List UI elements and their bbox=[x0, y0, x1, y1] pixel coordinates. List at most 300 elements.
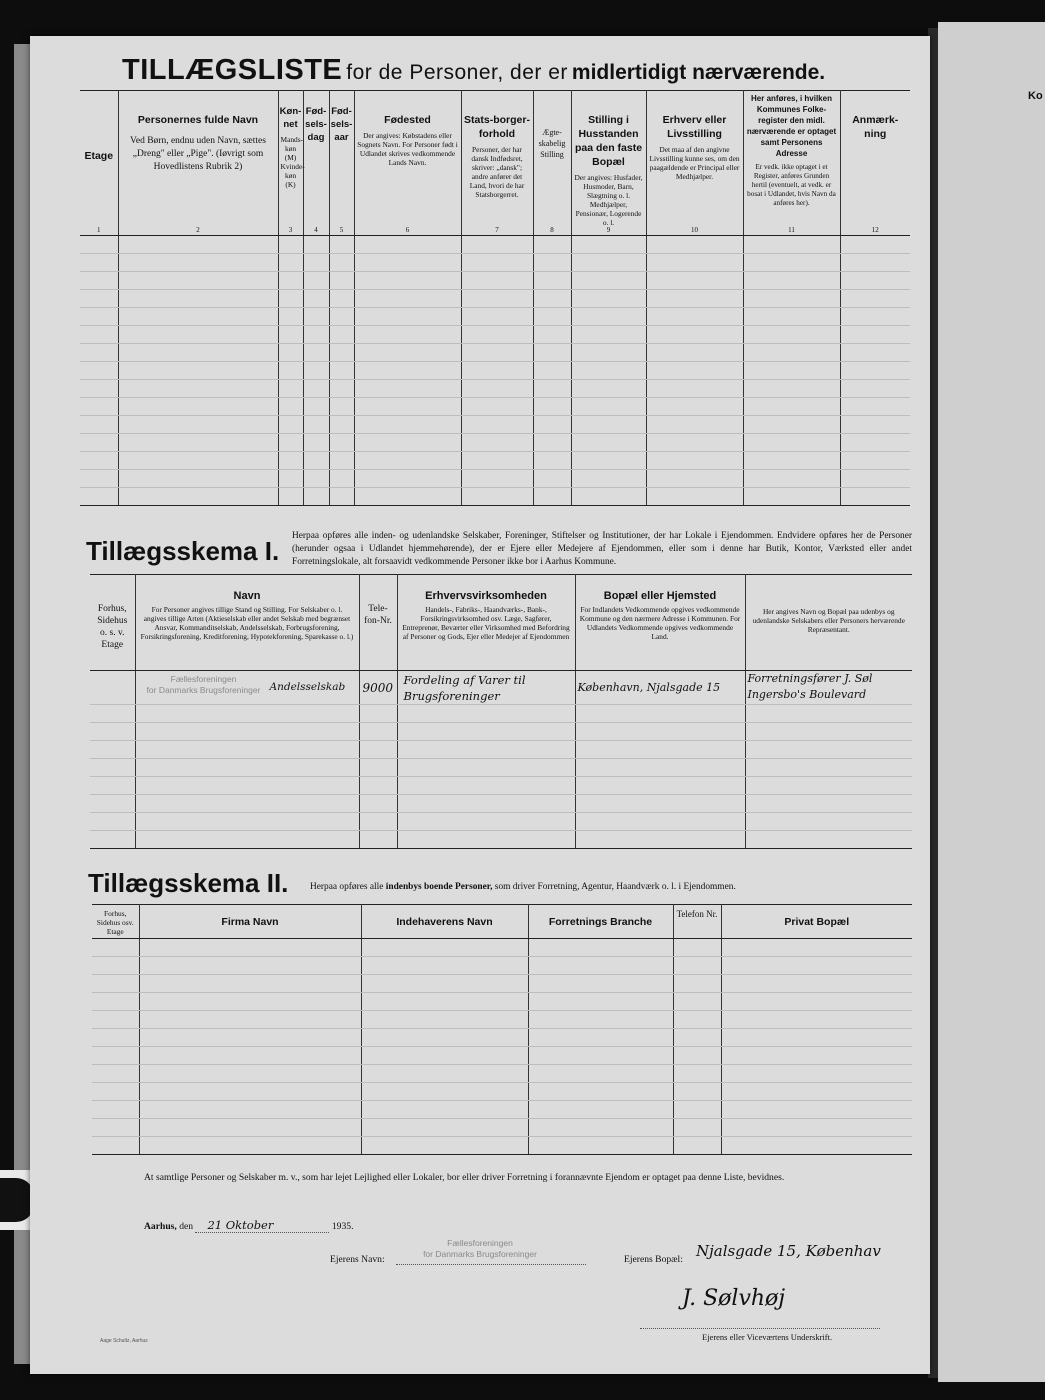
liste-cell[interactable] bbox=[329, 362, 354, 380]
liste-cell[interactable] bbox=[80, 326, 118, 344]
liste-cell[interactable] bbox=[646, 416, 743, 434]
liste-cell[interactable] bbox=[743, 272, 840, 290]
liste-cell[interactable] bbox=[571, 416, 646, 434]
skema2-cell[interactable] bbox=[673, 1029, 721, 1047]
liste-cell[interactable] bbox=[743, 326, 840, 344]
liste-cell[interactable] bbox=[840, 380, 910, 398]
liste-cell[interactable] bbox=[329, 452, 354, 470]
liste-cell[interactable] bbox=[329, 488, 354, 506]
liste-cell[interactable] bbox=[533, 470, 571, 488]
skema1-cell[interactable] bbox=[397, 723, 575, 741]
skema1-cell[interactable] bbox=[359, 831, 397, 849]
liste-cell[interactable] bbox=[329, 434, 354, 452]
liste-cell[interactable] bbox=[303, 290, 329, 308]
liste-cell[interactable] bbox=[303, 272, 329, 290]
liste-cell[interactable] bbox=[646, 488, 743, 506]
liste-cell[interactable] bbox=[646, 326, 743, 344]
skema2-cell[interactable] bbox=[92, 1083, 139, 1101]
liste-cell[interactable] bbox=[840, 326, 910, 344]
liste-cell[interactable] bbox=[80, 308, 118, 326]
liste-cell[interactable] bbox=[118, 290, 278, 308]
liste-cell[interactable] bbox=[743, 398, 840, 416]
skema1-cell[interactable] bbox=[575, 795, 745, 813]
liste-cell[interactable] bbox=[646, 290, 743, 308]
skema1-cell[interactable] bbox=[397, 777, 575, 795]
liste-cell[interactable] bbox=[646, 254, 743, 272]
skema1-cell[interactable] bbox=[575, 759, 745, 777]
liste-cell[interactable] bbox=[354, 362, 461, 380]
skema2-cell[interactable] bbox=[528, 1029, 673, 1047]
liste-cell[interactable] bbox=[118, 488, 278, 506]
skema2-cell[interactable] bbox=[139, 1065, 361, 1083]
skema1-cell[interactable] bbox=[397, 741, 575, 759]
liste-cell[interactable] bbox=[743, 236, 840, 254]
liste-cell[interactable] bbox=[461, 254, 533, 272]
liste-cell[interactable] bbox=[80, 236, 118, 254]
liste-cell[interactable] bbox=[533, 344, 571, 362]
liste-cell[interactable] bbox=[461, 236, 533, 254]
liste-cell[interactable] bbox=[743, 308, 840, 326]
skema1-cell[interactable] bbox=[135, 705, 359, 723]
skema2-cell[interactable] bbox=[361, 1119, 528, 1137]
liste-cell[interactable] bbox=[571, 290, 646, 308]
liste-cell[interactable] bbox=[80, 254, 118, 272]
skema1-cell[interactable] bbox=[745, 831, 912, 849]
liste-cell[interactable] bbox=[303, 488, 329, 506]
liste-cell[interactable] bbox=[303, 398, 329, 416]
skema1-cell[interactable] bbox=[397, 705, 575, 723]
liste-cell[interactable] bbox=[840, 434, 910, 452]
skema1-cell[interactable] bbox=[90, 723, 135, 741]
skema2-cell[interactable] bbox=[361, 975, 528, 993]
liste-cell[interactable] bbox=[840, 362, 910, 380]
skema1-cell[interactable] bbox=[745, 777, 912, 795]
skema1-cell[interactable] bbox=[745, 705, 912, 723]
skema1-cell[interactable] bbox=[359, 741, 397, 759]
liste-cell[interactable] bbox=[278, 362, 303, 380]
skema1-cell[interactable] bbox=[575, 741, 745, 759]
liste-cell[interactable] bbox=[354, 488, 461, 506]
liste-cell[interactable] bbox=[329, 326, 354, 344]
liste-cell[interactable] bbox=[533, 308, 571, 326]
skema2-cell[interactable] bbox=[673, 1119, 721, 1137]
skema1-cell[interactable] bbox=[135, 831, 359, 849]
skema2-cell[interactable] bbox=[139, 1101, 361, 1119]
skema1-cell[interactable] bbox=[359, 777, 397, 795]
liste-cell[interactable] bbox=[278, 452, 303, 470]
liste-cell[interactable] bbox=[840, 398, 910, 416]
liste-cell[interactable] bbox=[118, 380, 278, 398]
skema1-cell[interactable] bbox=[359, 759, 397, 777]
liste-cell[interactable] bbox=[461, 362, 533, 380]
liste-cell[interactable] bbox=[329, 254, 354, 272]
skema2-cell[interactable] bbox=[528, 1047, 673, 1065]
liste-cell[interactable] bbox=[646, 380, 743, 398]
skema1-cell[interactable] bbox=[359, 795, 397, 813]
liste-cell[interactable] bbox=[840, 470, 910, 488]
liste-cell[interactable] bbox=[278, 380, 303, 398]
liste-cell[interactable] bbox=[533, 290, 571, 308]
liste-cell[interactable] bbox=[118, 254, 278, 272]
liste-cell[interactable] bbox=[354, 308, 461, 326]
liste-cell[interactable] bbox=[646, 470, 743, 488]
skema1-cell[interactable] bbox=[135, 741, 359, 759]
skema1-cell[interactable] bbox=[359, 723, 397, 741]
liste-cell[interactable] bbox=[571, 236, 646, 254]
liste-cell[interactable] bbox=[533, 236, 571, 254]
skema2-cell[interactable] bbox=[361, 1065, 528, 1083]
skema2-cell[interactable] bbox=[721, 975, 912, 993]
skema2-cell[interactable] bbox=[92, 975, 139, 993]
skema2-cell[interactable] bbox=[139, 1011, 361, 1029]
skema2-cell[interactable] bbox=[721, 1101, 912, 1119]
liste-cell[interactable] bbox=[571, 380, 646, 398]
skema1-cell[interactable] bbox=[575, 813, 745, 831]
liste-cell[interactable] bbox=[571, 452, 646, 470]
liste-cell[interactable] bbox=[533, 452, 571, 470]
liste-cell[interactable] bbox=[646, 362, 743, 380]
liste-cell[interactable] bbox=[533, 398, 571, 416]
skema2-cell[interactable] bbox=[92, 1029, 139, 1047]
liste-cell[interactable] bbox=[80, 434, 118, 452]
liste-cell[interactable] bbox=[461, 272, 533, 290]
liste-cell[interactable] bbox=[118, 362, 278, 380]
liste-cell[interactable] bbox=[303, 344, 329, 362]
skema2-cell[interactable] bbox=[92, 957, 139, 975]
liste-cell[interactable] bbox=[329, 398, 354, 416]
skema2-cell[interactable] bbox=[139, 975, 361, 993]
liste-cell[interactable] bbox=[533, 434, 571, 452]
liste-cell[interactable] bbox=[80, 362, 118, 380]
skema1-cell[interactable] bbox=[397, 795, 575, 813]
liste-cell[interactable] bbox=[303, 308, 329, 326]
skema1-cell[interactable] bbox=[135, 759, 359, 777]
liste-cell[interactable] bbox=[461, 308, 533, 326]
liste-cell[interactable] bbox=[461, 326, 533, 344]
skema1-cell[interactable] bbox=[359, 813, 397, 831]
skema2-cell[interactable] bbox=[139, 1029, 361, 1047]
liste-cell[interactable] bbox=[278, 344, 303, 362]
liste-cell[interactable] bbox=[303, 434, 329, 452]
liste-cell[interactable] bbox=[743, 290, 840, 308]
liste-cell[interactable] bbox=[354, 452, 461, 470]
skema2-cell[interactable] bbox=[673, 1065, 721, 1083]
liste-cell[interactable] bbox=[354, 254, 461, 272]
liste-cell[interactable] bbox=[533, 254, 571, 272]
liste-cell[interactable] bbox=[80, 290, 118, 308]
skema1-cell[interactable] bbox=[745, 813, 912, 831]
skema2-cell[interactable] bbox=[139, 1083, 361, 1101]
skema2-cell[interactable] bbox=[361, 1047, 528, 1065]
skema1-cell[interactable] bbox=[575, 723, 745, 741]
liste-cell[interactable] bbox=[461, 488, 533, 506]
liste-cell[interactable] bbox=[743, 470, 840, 488]
skema1-cell[interactable] bbox=[135, 795, 359, 813]
skema1-cell[interactable] bbox=[135, 813, 359, 831]
skema2-cell[interactable] bbox=[139, 1047, 361, 1065]
liste-cell[interactable] bbox=[461, 470, 533, 488]
skema2-cell[interactable] bbox=[721, 1083, 912, 1101]
skema2-cell[interactable] bbox=[361, 939, 528, 957]
skema2-cell[interactable] bbox=[673, 1011, 721, 1029]
liste-cell[interactable] bbox=[840, 488, 910, 506]
skema2-cell[interactable] bbox=[139, 1119, 361, 1137]
skema2-cell[interactable] bbox=[92, 1065, 139, 1083]
liste-cell[interactable] bbox=[461, 434, 533, 452]
liste-cell[interactable] bbox=[743, 362, 840, 380]
liste-cell[interactable] bbox=[329, 470, 354, 488]
liste-cell[interactable] bbox=[354, 272, 461, 290]
liste-cell[interactable] bbox=[80, 344, 118, 362]
skema2-cell[interactable] bbox=[673, 975, 721, 993]
liste-cell[interactable] bbox=[743, 434, 840, 452]
skema2-cell[interactable] bbox=[361, 957, 528, 975]
liste-cell[interactable] bbox=[278, 398, 303, 416]
skema2-cell[interactable] bbox=[673, 939, 721, 957]
liste-cell[interactable] bbox=[461, 452, 533, 470]
skema1-cell[interactable] bbox=[397, 813, 575, 831]
liste-cell[interactable] bbox=[278, 326, 303, 344]
skema1-cell[interactable] bbox=[575, 705, 745, 723]
skema2-cell[interactable] bbox=[528, 1119, 673, 1137]
skema1-cell[interactable] bbox=[135, 723, 359, 741]
skema2-cell[interactable] bbox=[361, 1083, 528, 1101]
liste-cell[interactable] bbox=[354, 416, 461, 434]
liste-cell[interactable] bbox=[533, 272, 571, 290]
skema1-cell[interactable] bbox=[575, 831, 745, 849]
liste-cell[interactable] bbox=[646, 452, 743, 470]
skema2-cell[interactable] bbox=[673, 1137, 721, 1155]
skema2-cell[interactable] bbox=[361, 993, 528, 1011]
liste-cell[interactable] bbox=[840, 236, 910, 254]
liste-cell[interactable] bbox=[461, 290, 533, 308]
liste-cell[interactable] bbox=[840, 272, 910, 290]
skema2-cell[interactable] bbox=[528, 1101, 673, 1119]
liste-cell[interactable] bbox=[840, 308, 910, 326]
liste-cell[interactable] bbox=[743, 452, 840, 470]
skema2-cell[interactable] bbox=[721, 1065, 912, 1083]
liste-cell[interactable] bbox=[646, 272, 743, 290]
liste-cell[interactable] bbox=[329, 344, 354, 362]
liste-cell[interactable] bbox=[571, 362, 646, 380]
skema2-cell[interactable] bbox=[92, 1137, 139, 1155]
skema2-cell[interactable] bbox=[92, 939, 139, 957]
skema2-cell[interactable] bbox=[361, 1101, 528, 1119]
skema1-cell[interactable] bbox=[90, 777, 135, 795]
liste-cell[interactable] bbox=[80, 398, 118, 416]
liste-cell[interactable] bbox=[840, 254, 910, 272]
liste-cell[interactable] bbox=[533, 326, 571, 344]
liste-cell[interactable] bbox=[354, 434, 461, 452]
liste-cell[interactable] bbox=[571, 434, 646, 452]
liste-cell[interactable] bbox=[278, 290, 303, 308]
liste-cell[interactable] bbox=[118, 416, 278, 434]
liste-cell[interactable] bbox=[278, 254, 303, 272]
liste-cell[interactable] bbox=[118, 308, 278, 326]
skema2-cell[interactable] bbox=[673, 1083, 721, 1101]
liste-cell[interactable] bbox=[646, 236, 743, 254]
liste-cell[interactable] bbox=[80, 272, 118, 290]
liste-cell[interactable] bbox=[840, 416, 910, 434]
liste-cell[interactable] bbox=[461, 416, 533, 434]
liste-cell[interactable] bbox=[118, 344, 278, 362]
skema1-cell[interactable] bbox=[90, 759, 135, 777]
liste-cell[interactable] bbox=[80, 470, 118, 488]
liste-cell[interactable] bbox=[303, 254, 329, 272]
skema1-cell[interactable] bbox=[745, 741, 912, 759]
liste-cell[interactable] bbox=[461, 380, 533, 398]
skema1-cell[interactable] bbox=[575, 777, 745, 795]
skema2-cell[interactable] bbox=[673, 1047, 721, 1065]
liste-cell[interactable] bbox=[533, 380, 571, 398]
liste-cell[interactable] bbox=[461, 398, 533, 416]
liste-cell[interactable] bbox=[571, 272, 646, 290]
liste-cell[interactable] bbox=[118, 326, 278, 344]
skema2-cell[interactable] bbox=[361, 1011, 528, 1029]
liste-cell[interactable] bbox=[118, 236, 278, 254]
skema2-cell[interactable] bbox=[673, 957, 721, 975]
skema1-cell[interactable] bbox=[359, 705, 397, 723]
skema2-cell[interactable] bbox=[721, 1029, 912, 1047]
liste-cell[interactable] bbox=[533, 488, 571, 506]
liste-cell[interactable] bbox=[533, 362, 571, 380]
liste-cell[interactable] bbox=[743, 344, 840, 362]
skema1-cell[interactable] bbox=[745, 795, 912, 813]
liste-cell[interactable] bbox=[303, 236, 329, 254]
liste-cell[interactable] bbox=[278, 308, 303, 326]
skema1-cell[interactable] bbox=[745, 723, 912, 741]
liste-cell[interactable] bbox=[571, 344, 646, 362]
liste-cell[interactable] bbox=[571, 254, 646, 272]
liste-cell[interactable] bbox=[118, 398, 278, 416]
skema2-cell[interactable] bbox=[528, 993, 673, 1011]
liste-cell[interactable] bbox=[571, 398, 646, 416]
skema2-cell[interactable] bbox=[139, 939, 361, 957]
liste-cell[interactable] bbox=[354, 398, 461, 416]
liste-cell[interactable] bbox=[303, 326, 329, 344]
skema2-cell[interactable] bbox=[721, 957, 912, 975]
liste-cell[interactable] bbox=[278, 272, 303, 290]
liste-cell[interactable] bbox=[354, 290, 461, 308]
liste-cell[interactable] bbox=[743, 254, 840, 272]
skema2-cell[interactable] bbox=[92, 993, 139, 1011]
skema2-cell[interactable] bbox=[721, 1137, 912, 1155]
liste-cell[interactable] bbox=[329, 380, 354, 398]
skema2-cell[interactable] bbox=[139, 993, 361, 1011]
skema2-cell[interactable] bbox=[92, 1011, 139, 1029]
skema2-cell[interactable] bbox=[528, 1083, 673, 1101]
liste-cell[interactable] bbox=[354, 344, 461, 362]
skema2-cell[interactable] bbox=[721, 1047, 912, 1065]
liste-cell[interactable] bbox=[278, 488, 303, 506]
skema1-cell[interactable] bbox=[397, 831, 575, 849]
liste-cell[interactable] bbox=[329, 290, 354, 308]
liste-cell[interactable] bbox=[646, 434, 743, 452]
liste-cell[interactable] bbox=[329, 236, 354, 254]
liste-cell[interactable] bbox=[743, 416, 840, 434]
liste-cell[interactable] bbox=[278, 416, 303, 434]
skema2-cell[interactable] bbox=[528, 1011, 673, 1029]
liste-cell[interactable] bbox=[80, 380, 118, 398]
skema2-cell[interactable] bbox=[721, 1011, 912, 1029]
liste-cell[interactable] bbox=[743, 380, 840, 398]
skema2-cell[interactable] bbox=[92, 1119, 139, 1137]
liste-cell[interactable] bbox=[354, 380, 461, 398]
skema1-cell[interactable] bbox=[397, 759, 575, 777]
skema1-cell[interactable] bbox=[135, 777, 359, 795]
skema1-cell[interactable] bbox=[90, 741, 135, 759]
skema2-cell[interactable] bbox=[528, 1065, 673, 1083]
liste-cell[interactable] bbox=[533, 416, 571, 434]
liste-cell[interactable] bbox=[303, 380, 329, 398]
skema2-cell[interactable] bbox=[528, 939, 673, 957]
skema1-cell[interactable] bbox=[90, 831, 135, 849]
skema2-cell[interactable] bbox=[361, 1137, 528, 1155]
liste-cell[interactable] bbox=[571, 326, 646, 344]
liste-cell[interactable] bbox=[80, 488, 118, 506]
liste-cell[interactable] bbox=[571, 470, 646, 488]
liste-cell[interactable] bbox=[278, 434, 303, 452]
liste-cell[interactable] bbox=[303, 452, 329, 470]
skema2-cell[interactable] bbox=[528, 975, 673, 993]
liste-cell[interactable] bbox=[461, 344, 533, 362]
skema2-cell[interactable] bbox=[528, 1137, 673, 1155]
liste-cell[interactable] bbox=[743, 488, 840, 506]
skema2-cell[interactable] bbox=[721, 1119, 912, 1137]
skema2-cell[interactable] bbox=[361, 1029, 528, 1047]
liste-cell[interactable] bbox=[840, 290, 910, 308]
skema1-cell[interactable] bbox=[90, 705, 135, 723]
liste-cell[interactable] bbox=[278, 236, 303, 254]
liste-cell[interactable] bbox=[278, 470, 303, 488]
liste-cell[interactable] bbox=[571, 308, 646, 326]
skema2-cell[interactable] bbox=[139, 957, 361, 975]
liste-cell[interactable] bbox=[646, 398, 743, 416]
skema2-cell[interactable] bbox=[721, 993, 912, 1011]
skema2-cell[interactable] bbox=[528, 957, 673, 975]
liste-cell[interactable] bbox=[303, 470, 329, 488]
liste-cell[interactable] bbox=[646, 344, 743, 362]
liste-cell[interactable] bbox=[646, 308, 743, 326]
liste-cell[interactable] bbox=[840, 452, 910, 470]
liste-cell[interactable] bbox=[303, 362, 329, 380]
skema1-cell[interactable] bbox=[90, 795, 135, 813]
liste-cell[interactable] bbox=[354, 236, 461, 254]
skema2-cell[interactable] bbox=[721, 939, 912, 957]
liste-cell[interactable] bbox=[329, 416, 354, 434]
skema2-cell[interactable] bbox=[673, 993, 721, 1011]
liste-cell[interactable] bbox=[80, 452, 118, 470]
liste-cell[interactable] bbox=[80, 416, 118, 434]
liste-cell[interactable] bbox=[571, 488, 646, 506]
liste-cell[interactable] bbox=[118, 452, 278, 470]
liste-cell[interactable] bbox=[303, 416, 329, 434]
skema2-cell[interactable] bbox=[92, 1047, 139, 1065]
skema1-cell[interactable] bbox=[745, 759, 912, 777]
skema2-cell[interactable] bbox=[139, 1137, 361, 1155]
liste-cell[interactable] bbox=[329, 272, 354, 290]
liste-cell[interactable] bbox=[840, 344, 910, 362]
liste-cell[interactable] bbox=[118, 272, 278, 290]
liste-cell[interactable] bbox=[354, 470, 461, 488]
liste-cell[interactable] bbox=[118, 470, 278, 488]
skema2-cell[interactable] bbox=[673, 1101, 721, 1119]
skema2-cell[interactable] bbox=[92, 1101, 139, 1119]
liste-cell[interactable] bbox=[354, 326, 461, 344]
skema1-cell[interactable] bbox=[90, 813, 135, 831]
liste-cell[interactable] bbox=[329, 308, 354, 326]
liste-cell[interactable] bbox=[118, 434, 278, 452]
